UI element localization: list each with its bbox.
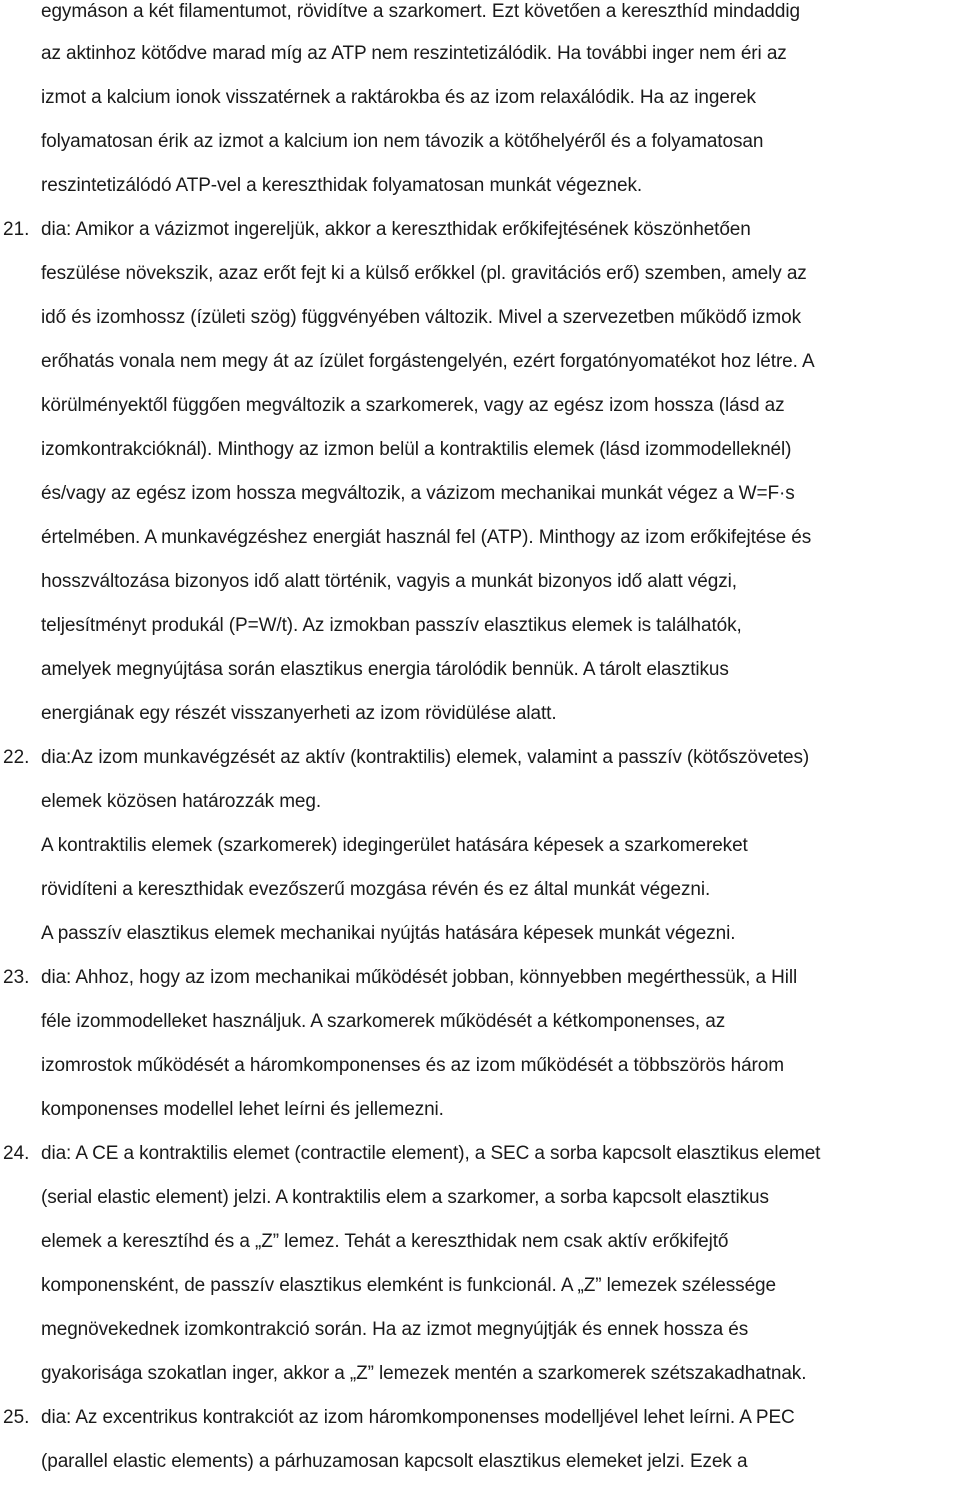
- text-line: körülményektől függően megváltozik a szarkomerek, vagy az egész izom hossza (lásd az: [41, 395, 785, 416]
- text-line: komponenses modellel lehet leírni és jellemezni.: [41, 1099, 444, 1120]
- text-line: feszülése növekszik, azaz erőt fejt ki a külső erőkkel (pl. gravitációs erő) szemben, amely az: [41, 263, 807, 284]
- text-line: dia: Ahhoz, hogy az izom mechanikai működését jobban, könnyebben megérthessük, a Hill: [41, 967, 798, 988]
- text-line: folyamatosan érik az izmot a kalcium ion nem távozik a kötőhelyéről és a folyamatosan: [41, 131, 764, 152]
- text-line: dia: A CE a kontraktilis elemet (contractile element), a SEC a sorba kapcsolt elasztikus elemet: [41, 1143, 821, 1164]
- text-line: teljesítményt produkál (P=W/t). Az izmokban passzív elasztikus elemek is találhatók,: [41, 615, 742, 636]
- text-line: (serial elastic element) jelzi. A kontraktilis elem a szarkomer, a sorba kapcsolt elasztikus: [41, 1187, 769, 1208]
- text-line: féle izommodelleket használjuk. A szarkomerek működését a kétkomponenses, az: [41, 1011, 726, 1032]
- list-item-number: 21.: [3, 219, 30, 240]
- text-line: gyakorisága szokatlan inger, akkor a „Z” lemezek mentén a szarkomerek szétszakadhatnak.: [41, 1363, 807, 1384]
- text-line: rövidíteni a kereszthidak evezőszerű mozgása révén és ez által munkát végezni.: [41, 879, 711, 900]
- text-line: (parallel elastic elements) a párhuzamosan kapcsolt elasztikus elemeket jelzi. Ezek a: [41, 1451, 748, 1472]
- text-line: komponensként, de passzív elasztikus elemként is funkcionál. A „Z” lemezek szélessége: [41, 1275, 776, 1296]
- text-line: egymáson a két filamentumot, rövidítve a szarkomert. Ezt követően a kereszthíd mindaddig: [41, 1, 800, 22]
- text-line: értelmében. A munkavégzéshez energiát használ fel (ATP). Minthogy az izom erőkifejtése és: [41, 527, 812, 548]
- text-line: erőhatás vonala nem megy át az ízület forgástengelyén, ezért forgatónyomatékot hoz létre. A: [41, 351, 815, 372]
- text-line: izomkontrakcióknál). Minthogy az izmon belül a kontraktilis elemek (lásd izommodelleknél): [41, 439, 792, 460]
- list-item-number: 22.: [3, 747, 30, 768]
- text-line: elemek közösen határozzák meg.: [41, 791, 322, 812]
- text-line: izomrostok működését a háromkomponenses és az izom működését a többszörös három: [41, 1055, 784, 1076]
- text-line: A kontraktilis elemek (szarkomerek) idegingerület hatására képesek a szarkomereket: [41, 835, 748, 856]
- text-line: hosszváltozása bizonyos idő alatt történik, vagyis a munkát bizonyos idő alatt végzi,: [41, 571, 737, 592]
- list-item-number: 24.: [3, 1143, 30, 1164]
- text-line: energiának egy részét visszanyerheti az izom rövidülése alatt.: [41, 703, 557, 724]
- text-line: megnövekednek izomkontrakció során. Ha az izmot megnyújtják és ennek hossza és: [41, 1319, 749, 1340]
- list-item-number: 23.: [3, 967, 30, 988]
- text-line: amelyek megnyújtása során elasztikus energia tárolódik bennük. A tárolt elasztikus: [41, 659, 729, 680]
- text-line: az aktinhoz kötődve marad míg az ATP nem reszintetizálódik. Ha további inger nem éri az: [41, 43, 787, 64]
- text-line: elemek a keresztíhd és a „Z” lemez. Tehát a kereszthidak nem csak aktív erőkifejtő: [41, 1231, 729, 1252]
- text-line: A passzív elasztikus elemek mechanikai nyújtás hatására képesek munkát végezni.: [41, 923, 736, 944]
- text-line: reszintetizálódó ATP-vel a kereszthidak folyamatosan munkát végeznek.: [41, 175, 643, 196]
- text-line: dia: Az excentrikus kontrakciót az izom háromkomponenses modelljével lehet leírni. A PEC: [41, 1407, 795, 1428]
- text-line: izmot a kalcium ionok visszatérnek a raktárokba és az izom relaxálódik. Ha az ingerek: [41, 87, 756, 108]
- text-line: dia:Az izom munkavégzését az aktív (kontraktilis) elemek, valamint a passzív (kötőszövetes): [41, 747, 810, 768]
- list-item-number: 25.: [3, 1407, 30, 1428]
- text-line: és/vagy az egész izom hossza megváltozik, a vázizom mechanikai munkát végez a W=F·s: [41, 483, 795, 504]
- text-line: idő és izomhossz (ízületi szög) függvényében változik. Mivel a szervezetben működő izmok: [41, 307, 801, 328]
- text-line: dia: Amikor a vázizmot ingereljük, akkor a kereszthidak erőkifejtésének köszönhetően: [41, 219, 751, 240]
